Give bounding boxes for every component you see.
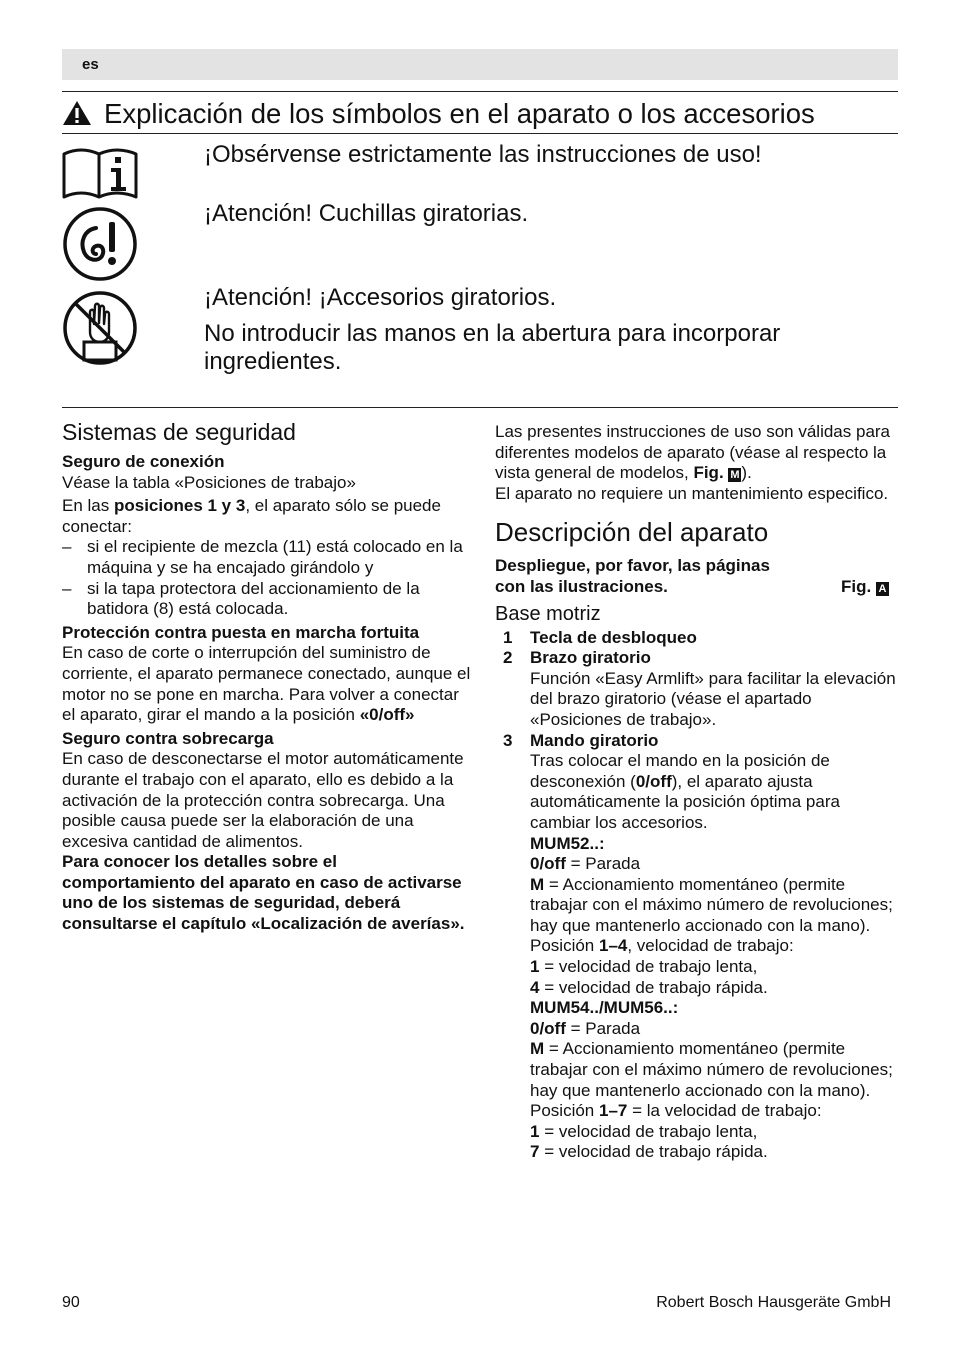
connection-lock-ref: Véase la tabla «Posiciones de trabajo» (62, 472, 356, 492)
figure-a-badge: A (876, 582, 889, 596)
unfold-note-line1: Despliegue, por favor, las páginas (495, 556, 770, 576)
section-title-text: Explicación de los símbolos en el aparato o los accesorios (104, 98, 815, 129)
list-item: 3 Mando giratorio (503, 730, 659, 750)
arm-description: Función «Easy Armlift» para facilitar la elevación del brazo giratorio (véase el apartado «Posiciones de trabajo». (530, 668, 896, 729)
maintenance-text: El aparato no requiere un mantenimiento especifico. (495, 483, 889, 503)
symbol-hands-text: No introducir las manos en la abertura para incorporar ingredientes. (204, 320, 781, 375)
restart-protection-title: Protección contra puesta en marcha fortuita (62, 622, 420, 642)
condition-cover: – si la tapa protectora del accionamiento de la batidora (8) está colocada. (62, 579, 472, 620)
no-hands-icon (62, 290, 138, 366)
knob-description: Tras colocar el mando en la posición de desconexión (0/off), el aparato ajusta automáticamente la posición óptima para cambiar los accesorios. MUM52..: 0/off = Parada M = Accionamiento momentáneo (permite trabajar con el máximo número de revoluciones; hay que mantenerlo accionado con la mano). Posición 1–4, velocidad de trabajo: 1 = velocidad de trabajo lenta, 4 = velocidad de trabajo rápida. MUM54../MUM56..: 0/off = Parada M = Accionamiento momentáneo (permite trabajar con el máximo número de revoluciones; hay que mantenerlo accionado con la mano). Posición 1–7 = la velocidad de trabajo: 1 = velocidad de trabajo lenta, 7 = velocidad de trabajo rápida. (495, 751, 905, 1163)
restart-protection-text: En caso de corte o interrupción del suministro de corriente, el aparato permanece conectado, aunque el motor no se pone en marcha. Para volver a conectar el aparato, girar el mando a la posición «0/off» (62, 643, 471, 725)
overload-title: Seguro contra sobrecarga (62, 728, 274, 748)
section-title (62, 96, 902, 132)
top-rule (62, 91, 898, 92)
figure-m-badge: M (730, 469, 740, 482)
safety-systems-column (62, 418, 472, 935)
symbol-instructions-text: ¡Obsérvense estrictamente las instrucciones de uso! (204, 141, 762, 168)
language-bar (62, 49, 898, 80)
list-item: 2 Brazo giratorio (503, 648, 651, 668)
page-number: 90 (62, 1294, 80, 1311)
connection-lock-title: Seguro de conexión (62, 452, 225, 471)
unfold-note-line2: con las ilustraciones. Fig. A (495, 577, 889, 598)
rotating-blades-icon (62, 206, 138, 282)
read-manual-icon (62, 144, 140, 200)
model-mum52: MUM52..: (530, 833, 605, 853)
safety-heading: Sistemas de seguridad (62, 419, 296, 445)
symbol-blades-text: ¡Atención! Cuchillas giratorias. (204, 200, 529, 227)
description-column (495, 422, 905, 1163)
title-rule (62, 133, 898, 134)
condition-bowl: – si el recipiente de mezcla (11) está colocado en la máquina y se ha encajado girándolo y (62, 537, 472, 578)
overload-text: En caso de desconectarse el motor automáticamente durante el trabajo con el aparato, ello es debido a la activación de la protección contra sobrecarga. Una posible causa puede ser la elaboración de una excesiva cantidad de alimentos. (62, 749, 464, 851)
intro-text: Las presentes instrucciones de uso son válidas para diferentes modelos de aparato (véase al respecto la vista general de modelos, Fig. M ). (495, 422, 891, 483)
company-name: Robert Bosch Hausgeräte GmbH (656, 1294, 891, 1311)
base-heading: Base motriz (495, 602, 601, 625)
list-item: 1 Tecla de desbloqueo (503, 627, 697, 647)
model-mum54: MUM54../MUM56..: (530, 998, 679, 1018)
description-heading: Descripción del aparato (495, 517, 769, 548)
connection-lock-text: En las posiciones 1 y 3, el aparato sólo se puede conectar: (62, 496, 441, 536)
language-code: es (82, 56, 99, 73)
troubleshooting-note: Para conocer los detalles sobre el comportamiento del aparato en caso de activarse uno de los sistemas de seguridad, deberá consultarse el capítulo «Localización de averías». (62, 852, 465, 934)
warning-triangle-icon (62, 99, 92, 135)
symbol-accessories-text: ¡Atención! ¡Accesorios giratorios. (204, 284, 557, 311)
section-rule (62, 407, 898, 408)
